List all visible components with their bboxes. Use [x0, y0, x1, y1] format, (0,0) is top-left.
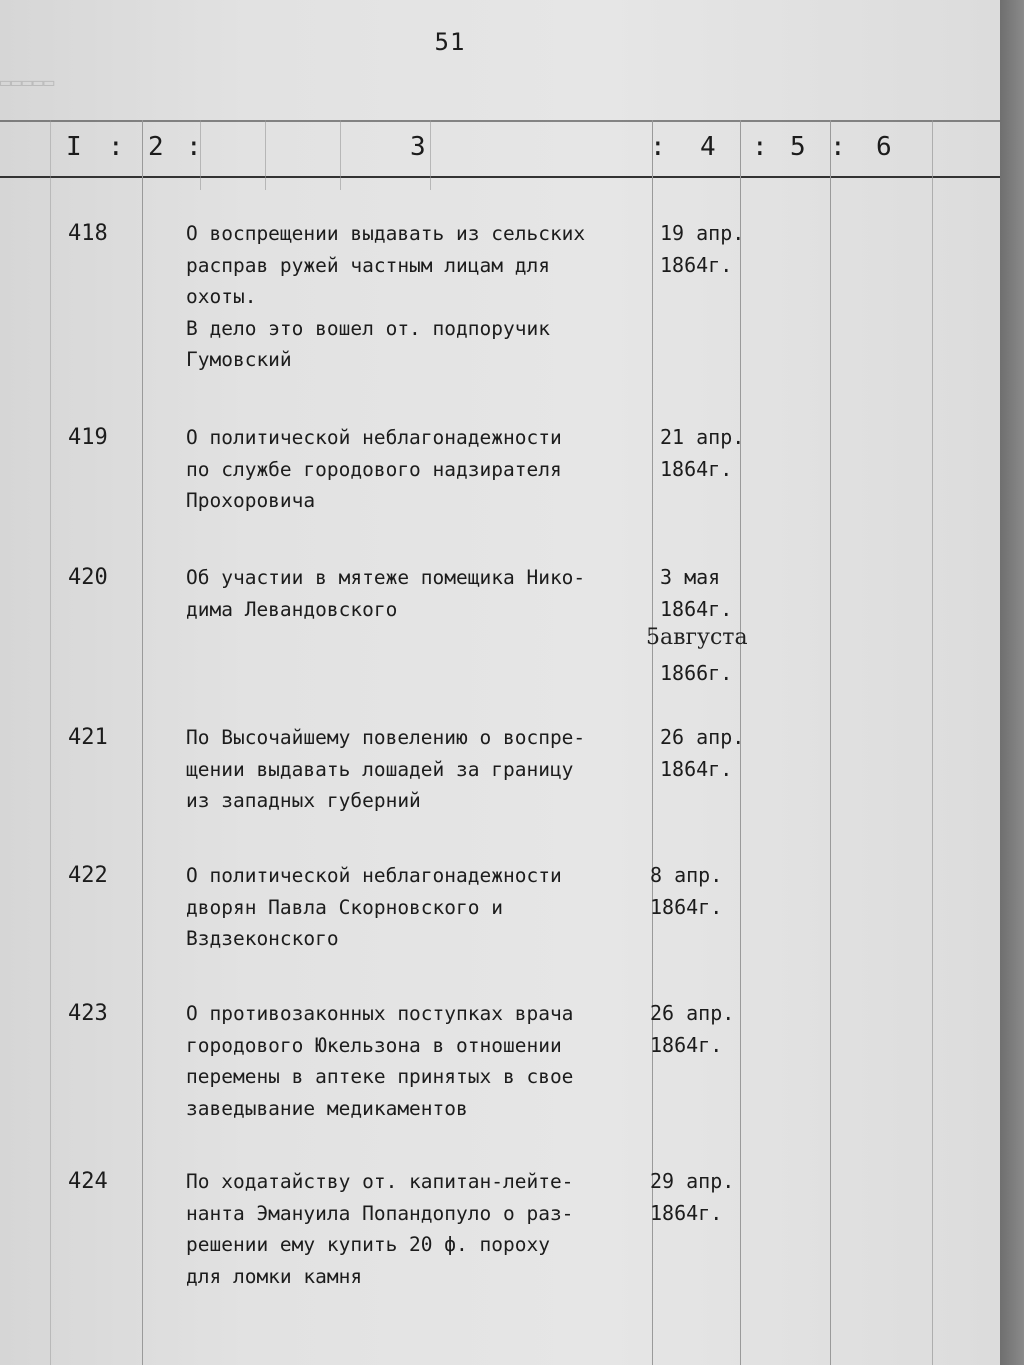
bleed-through-text: ▭▭▭▭▭: [0, 72, 55, 93]
col-header-sep: :: [186, 132, 202, 162]
entry-title: О воспрещении выдавать из сельских расправ ружей частным лицам для охоты. В дело это вошел от. подпоручик Гумовский: [186, 222, 586, 371]
column-rule: [932, 120, 933, 1365]
col-header-sep: :: [108, 132, 124, 162]
entry-date: 8 апр. 1864г.: [650, 863, 723, 919]
header-bottom-rule: [0, 176, 1000, 178]
entry-title: По Высочайшему повелению о воспре- щении выдавать лошадей за границу из западных губерний: [186, 726, 586, 812]
entry-title: Об участии в мятеже помещика Нико- дима Левандовского: [186, 566, 586, 621]
column-header-row: [0, 130, 1000, 170]
header-top-rule: [0, 120, 1000, 122]
entry-number: 422: [68, 863, 108, 888]
entry-title: О противозаконных поступках врача городового Юкельзона в отношении перемены в аптеке принятых в свое заведывание медикаментов: [186, 1002, 574, 1120]
col-header-1: I: [66, 132, 82, 162]
col-header-sep: :: [650, 132, 666, 162]
entry-date: 19 апр. 1864г.: [660, 221, 745, 277]
entry-number: 423: [68, 1001, 108, 1026]
col-header-sep: :: [752, 132, 768, 162]
entry-date: 21 апр. 1864г.: [660, 425, 745, 481]
col-header-sep: :: [830, 132, 846, 162]
entry-number: 424: [68, 1169, 108, 1194]
entry-date: 26 апр. 1864г.: [650, 1001, 735, 1057]
column-rule: [830, 120, 831, 1365]
entry-title: О политической неблагонадежности по службе городового надзирателя Прохоровича: [186, 426, 562, 512]
col-header-6: 6: [876, 132, 892, 162]
entry-number: 420: [68, 565, 108, 590]
entry-title: По ходатайству от. капитан-лейте- нанта Эмануила Попандопуло о раз- решении ему купить 20 ф. пороху для ломки камня: [186, 1170, 574, 1288]
entry-date: 29 апр. 1864г.: [650, 1169, 735, 1225]
entry-title: О политической неблагонадежности дворян Павла Скорновского и Вздзеконского: [186, 864, 562, 950]
page-number: 51: [434, 28, 466, 56]
entry-number: 418: [68, 221, 108, 246]
column-rule: [50, 120, 51, 1365]
col-header-4: 4: [700, 132, 716, 162]
entry-date-end: 1866г.: [660, 661, 733, 685]
entry-date: 3 мая 1864г.: [660, 565, 733, 621]
entry-date: 26 апр. 1864г.: [660, 725, 745, 781]
col-header-2: 2: [148, 132, 164, 162]
handwritten-note: 5августа: [646, 625, 748, 650]
entry-number: 419: [68, 425, 108, 450]
col-header-5: 5: [790, 132, 806, 162]
col-header-3: 3: [410, 132, 426, 162]
page-edge: [1000, 0, 1024, 1365]
column-rule: [142, 120, 143, 1365]
entry-number: 421: [68, 725, 108, 750]
